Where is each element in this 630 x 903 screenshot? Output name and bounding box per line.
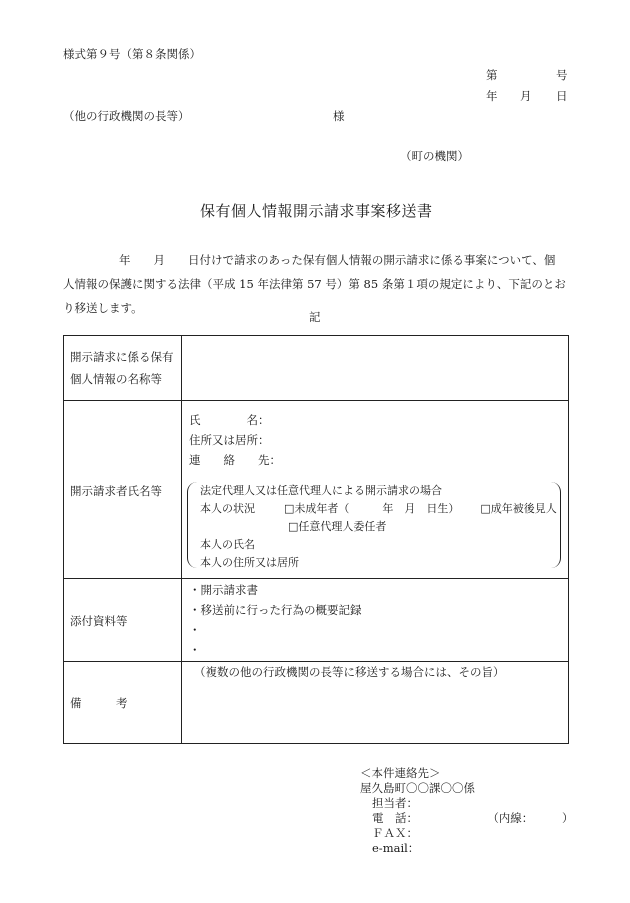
contact-phone-row xyxy=(360,811,574,826)
row-divider-3 xyxy=(64,661,568,662)
table-column-divider xyxy=(181,336,182,743)
principal-name-field: 本人の氏名 xyxy=(200,538,255,551)
addressee: （他の行政機関の長等） xyxy=(63,109,190,123)
contact-email: e-mail： xyxy=(372,841,420,855)
addressee-sama: 様 xyxy=(333,109,345,123)
date-month: 月 xyxy=(520,89,532,103)
principal-address-field: 本人の住所又は居所 xyxy=(200,556,299,569)
number-go: 号 xyxy=(556,68,568,82)
proxy-header: 法定代理人又は任意代理人による開示請求の場合 xyxy=(200,484,442,497)
attachment-item-3: ・ xyxy=(189,623,201,637)
voluntary-proxy-checkbox[interactable]: □任意代理人委任者 xyxy=(288,520,387,533)
proxy-status-row xyxy=(200,500,557,518)
proxy-section xyxy=(200,482,557,572)
adult-ward-checkbox[interactable]: □成年被後見人 xyxy=(480,502,557,515)
contact-extension: （内線： ） xyxy=(487,811,574,825)
transfer-table xyxy=(63,335,569,744)
sender-agency: （町の機関） xyxy=(400,149,469,163)
requester-address-field: 住所又は居所： xyxy=(189,433,270,447)
contact-block xyxy=(360,766,574,856)
date-year: 年 xyxy=(486,89,498,103)
number-dai: 第 xyxy=(486,68,498,82)
requester-contact-field: 連 絡 先： xyxy=(189,453,281,467)
form-number: 様式第９号（第８条関係） xyxy=(63,47,201,61)
attachment-item-2: ・移送前に行った行為の概要記録 xyxy=(189,603,362,617)
requester-name-field: 氏 名： xyxy=(189,413,270,427)
contact-department: 屋久島町〇〇課〇〇係 xyxy=(360,781,475,795)
body-line-3: り移送します。 xyxy=(63,301,143,315)
contact-heading: ＜本件連絡先＞ xyxy=(360,766,441,780)
ki-marker: 記 xyxy=(309,310,321,324)
row-divider-1 xyxy=(64,400,568,401)
principal-status-label: 本人の状況 xyxy=(200,502,255,515)
document-title: 保有個人情報開示請求事案移送書 xyxy=(200,202,433,220)
row3-label: 添付資料等 xyxy=(70,614,128,628)
remarks-note: （複数の他の行政機関の長等に移送する場合には、その旨） xyxy=(194,665,505,679)
row1-label-line2: 個人情報の名称等 xyxy=(70,372,162,386)
attachment-item-1: ・開示請求書 xyxy=(189,583,258,597)
row4-label: 備 考 xyxy=(70,696,128,710)
minor-checkbox[interactable]: □未成年者（ 年 月 日生） xyxy=(284,502,460,515)
row2-label: 開示請求者氏名等 xyxy=(70,484,162,498)
body-line-1: 年 月 日付けで請求のあった保有個人情報の開示請求に係る事案について、個 xyxy=(119,253,556,267)
contact-phone: 電 話： xyxy=(372,811,418,825)
attachment-item-4: ・ xyxy=(189,643,201,657)
row1-label-line1: 開示請求に係る保有 xyxy=(70,350,174,364)
contact-fax: ＦＡＸ： xyxy=(372,826,418,840)
date-day: 日 xyxy=(556,89,568,103)
row-divider-2 xyxy=(64,578,568,579)
body-line-2: 人情報の保護に関する法律（平成 15 年法律第 57 号）第 85 条第１項の規定により、下記のとお xyxy=(63,277,566,291)
contact-person: 担当者： xyxy=(372,796,418,810)
